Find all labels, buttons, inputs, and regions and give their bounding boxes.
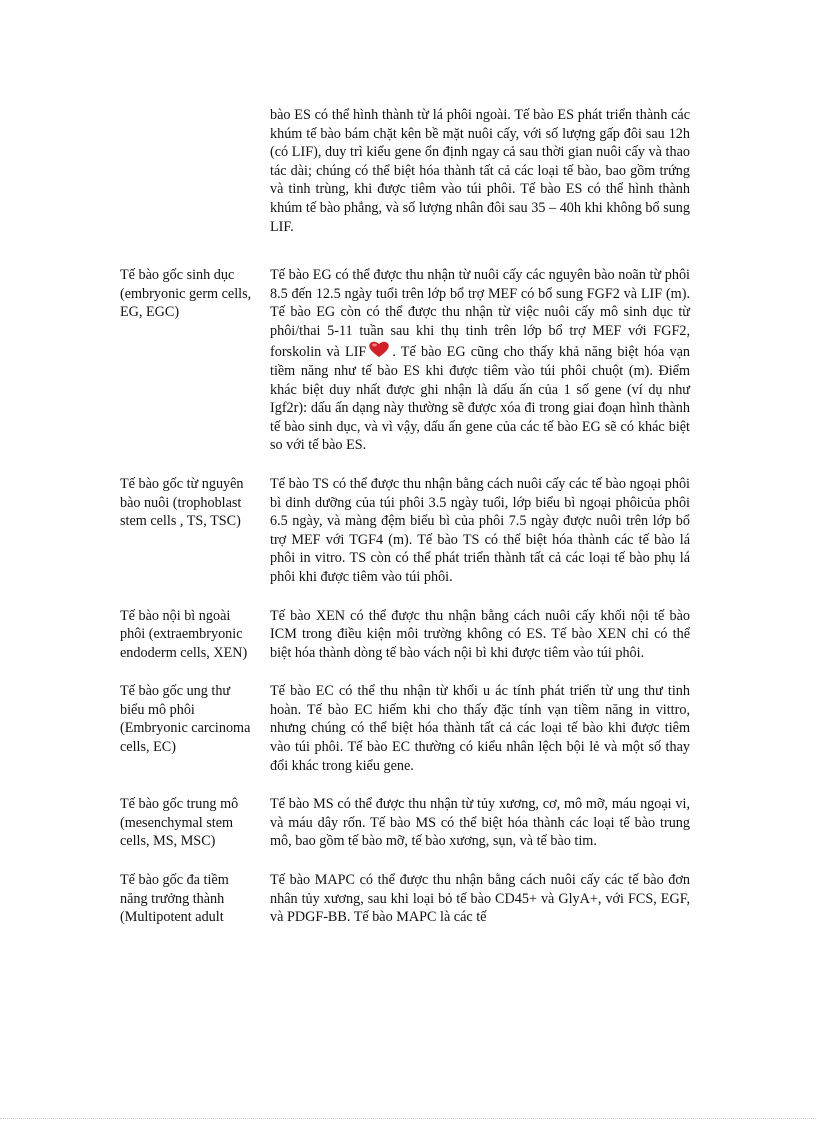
row-description: Tế bào XEN có thể được thu nhận bằng cách nuôi cấy khối nội tế bào ICM trong điều kiện môi trường không có ES. Tế bào XEN chỉ có thể biệt hóa thành dòng tế bào vách nội bì khi được tiêm vào túi phôi. [270,607,690,661]
row-term: Tế bào gốc ung thư biểu mô phôi (Embryonic carcinoma cells, EC) [120,683,251,756]
table-row [120,266,690,475]
table-row [120,795,690,871]
row-description: Tế bào MAPC có thể được thu nhận bằng cách nuôi cấy các tế bào đơn nhân tủy xương, sau khi loại bỏ tế bào CD45+ và GlyA+, với FCS, EGF, và PDGF-BB. Tế bào MAPC là các tế [270,872,690,926]
row-term: Tế bào gốc trung mô (mesenchymal stem cells, MS, MSC) [120,796,239,850]
table-row [120,607,690,683]
page-bottom-rule [0,1118,816,1119]
stem-cell-table [120,266,690,927]
table-row [120,682,690,795]
heart-icon [368,340,390,358]
table-row [120,475,690,607]
row-term: Tế bào gốc từ nguyên bào nuôi (trophoblast stem cells , TS, TSC) [120,475,244,530]
row-term: Tế bào gốc sinh dục (embryonic germ cells, EG, EGC) [120,267,252,321]
intro-paragraph: bào ES có thể hình thành từ lá phôi ngoài. Tế bào ES phát triển thành các khúm tế bào bám chặt kên bề mặt nuôi cấy, với số lượng gấp đôi sau 12h (có LIF), duy trì kiểu gene ổn định ngay cả sau thời gian nuôi cấy và thao tác dài; chúng có thể biệt hóa thành tất cả các loại tế bào, bao gồm trứng và tinh trùng, khi được tiêm vào túi phôi. Tế bào ES có thể hình thành khúm tế bào phẳng, và số lượng nhân đôi sau 35 – 40h khi không bổ sung LIF. [270,107,690,235]
row-term: Tế bào nội bì ngoài phôi (extraembryonic endoderm cells, XEN) [120,607,248,661]
row-description [270,266,690,475]
table-row [120,871,690,927]
desc-part-2: . Tế bào EG cũng cho thấy khả năng biệt hóa vạn tiềm năng như tế bào ES khi được tiêm vào túi phôi chuột (m). Điểm khác biệt duy nhất được ghi nhận là dấu ấn của 1 số gene (ví dụ như Igf2r): dấu ấn dạng này thường sẽ được xóa đi trong giai đoạn hình thành tế bào sinh dục, và vì vậy, dấu ấn gene của các tế bào EG sẽ có khác biệt so với tế bào ES. [270,344,690,454]
row-description: Tế bào EC có thể thu nhận từ khối u ác tính phát triển từ ung thư tinh hoàn. Tế bào EC hiếm khi cho thấy đặc tính vạn tiềm năng in vittro, nhưng chúng có thể biệt hóa thành tất cả các loại tế bào khi được tiêm vào túi phôi. Tế bào EC thường có kiểu nhân lệch bội lẻ và một số thay đổi khác trong kiểu gene. [270,683,690,774]
row-term: Tế bào gốc đa tiềm năng trưởng thành (Multipotent adult [120,872,229,926]
row-description: Tế bào TS có thể được thu nhận bằng cách nuôi cấy các tế bào ngoại phôi bì dinh dưỡng của túi phôi 3.5 ngày tuổi, lớp biểu bì ngoại phôicủa phôi 6.5 ngày, và màng đệm biểu bì của phôi 7.5 ngày được nuôi trên lớp bổ trợ MEF với TGF4 (m). Tế bào TS có thể biệt hóa thành các tế bào lá phôi in vitro. TS còn có thể phát triển thành tất cả các loại tế bào phụ lá phôi khi được tiêm vào túi phôi. [270,475,690,585]
row-description: Tế bào MS có thể được thu nhận từ tủy xương, cơ, mô mỡ, máu ngoại vi, và máu dây rốn. Tế bào MS có thể biệt hóa thành các loại tế bào trung mô, bao gồm tế bào mỡ, tế bào xương, sụn, và tế bào tim. [270,796,690,850]
desc-part-1: Tế bào EG có thể được thu nhận từ nuôi cấy các nguyên bào noãn từ phôi 8.5 đến 12.5 ngày tuổi trên lớp bổ trợ MEF có bổ sung FGF2 và LIF (m). Tế bào EG còn có thể được thu nhận từ việc nuôi cấy mô sinh dục từ phôi/thai 5-11 tuần sau khi thụ tinh trên lớp bổ trợ MEF với FGF2, forskolin và LIF [270,267,690,361]
